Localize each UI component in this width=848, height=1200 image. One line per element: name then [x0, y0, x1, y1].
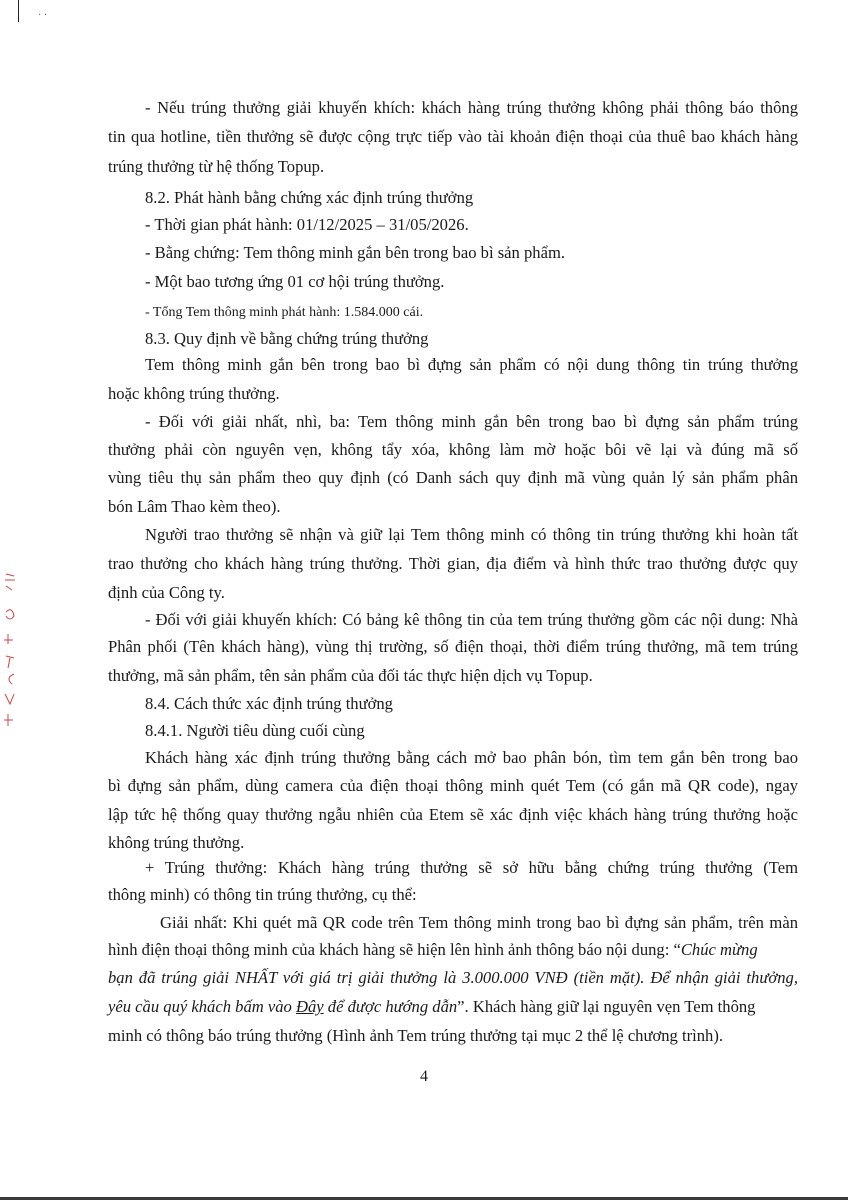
text-line: trao thưởng cho khách hàng trúng thưởng. Thời gian, địa điểm và hình thức trao thưởng được quy [108, 554, 798, 573]
text-line: lập tức hệ thống quay thưởng ngẫu nhiên của Etem sẽ xác định việc khách hàng trúng thưởng hoặc [108, 805, 798, 824]
text-line: bì đựng sản phẩm, dùng camera của điện thoại thông minh quét Tem (có gắn mã QR code), ngay [108, 776, 798, 795]
text-line: minh có thông báo trúng thưởng (Hình ảnh Tem trúng thưởng tại mục 2 thể lệ chương trình). [108, 1026, 724, 1045]
text-line: thông minh) có thông tin trúng thưởng, cụ thể: [108, 885, 417, 904]
section-heading: 8.4. Cách thức xác định trúng thưởng [145, 694, 393, 713]
text-run: hình điện thoại thông minh của khách hàng sẽ hiện lên hình ảnh thông báo nội dung: “ [108, 940, 681, 959]
margin-scribble [0, 570, 22, 730]
section-heading: 8.3. Quy định về bằng chứng trúng thưởng [145, 329, 429, 348]
text-line [108, 968, 798, 988]
text-line: - Tổng Tem thông minh phát hành: 1.584.000 cái. [145, 305, 424, 320]
text-line: thưởng phải còn nguyên vẹn, không tẩy xóa, không làm mờ hoặc bôi vẽ lại và đúng mã số [108, 440, 798, 459]
italic-run: Chúc mừng [680, 940, 758, 959]
section-heading: 8.2. Phát hành bằng chứng xác định trúng thưởng [145, 188, 474, 207]
text-line: định của Công ty. [108, 583, 225, 602]
text-line: + Trúng thưởng: Khách hàng trúng thưởng sẽ sở hữu bằng chứng trúng thưởng (Tem [145, 858, 798, 877]
text-line: - Đối với giải nhất, nhì, ba: Tem thông minh gắn bên trong bao bì đựng sản phẩm trúng [145, 412, 798, 431]
text-line: - Thời gian phát hành: 01/12/2025 – 31/05/2026. [145, 215, 469, 234]
page-number: 4 [420, 1068, 428, 1085]
text-line: Giải nhất: Khi quét mã QR code trên Tem thông minh trong bao bì đựng sản phẩm, trên màn [160, 913, 798, 932]
text-line: trúng thưởng từ hệ thống Topup. [108, 157, 325, 176]
text-line: - Đối với giải khuyến khích: Có bảng kê thông tin của tem trúng thưởng gồm các nội dung: Nhà [145, 610, 798, 629]
italic-run: yêu cầu quý khách bấm vào [108, 997, 296, 1016]
text-line: Phân phối (Tên khách hàng), vùng thị trường, số điện thoại, thời điểm trúng thưởng, mã tem trúng [108, 637, 798, 656]
text-line: - Bằng chứng: Tem thông minh gắn bên trong bao bì sản phẩm. [145, 243, 565, 262]
text-run: ”. Khách hàng giữ lại nguyên vẹn Tem thông [457, 997, 756, 1016]
text-line: Tem thông minh gắn bên trong bao bì đựng sản phẩm có nội dung thông tin trúng thưởng [145, 355, 798, 374]
text-line [108, 940, 798, 960]
text-line: bón Lâm Thao kèm theo). [108, 497, 281, 516]
text-line [108, 997, 798, 1017]
text-line: tin qua hotline, tiền thưởng sẽ được cộng trực tiếp vào tài khoản điện thoại của thuê bao khách hàng [108, 127, 798, 146]
italic-run: bạn đã trúng giải NHẤT với giá trị giải thưởng là 3.000.000 VNĐ (tiền mặt). Để nhận giải thưởng, [108, 968, 798, 987]
text-line: không trúng thưởng. [108, 833, 245, 852]
scan-specks: · · [38, 10, 48, 21]
text-line: vùng tiêu thụ sản phẩm theo quy định (có Danh sách quy định mã vùng quản lý sản phẩm phân [108, 468, 798, 487]
section-heading: 8.4.1. Người tiêu dùng cuối cùng [145, 721, 365, 740]
text-line: Khách hàng xác định trúng thưởng bằng cách mở bao phân bón, tìm tem gắn bên trong bao [145, 748, 798, 767]
margin-mark [18, 0, 19, 22]
text-line: - Một bao tương ứng 01 cơ hội trúng thưởng. [145, 272, 445, 291]
text-line: thưởng, mã sản phẩm, tên sản phẩm của đối tác thực hiện dịch vụ Topup. [108, 666, 593, 685]
text-line: - Nếu trúng thưởng giải khuyến khích: khách hàng trúng thưởng không phải thông báo thông [145, 98, 798, 117]
italic-run: để được hướng dẫn [323, 997, 458, 1016]
link-text: Đây [296, 997, 324, 1016]
text-line: Người trao thưởng sẽ nhận và giữ lại Tem thông minh có thông tin trúng thưởng khi hoàn tất [145, 525, 798, 544]
text-line: hoặc không trúng thưởng. [108, 384, 280, 403]
